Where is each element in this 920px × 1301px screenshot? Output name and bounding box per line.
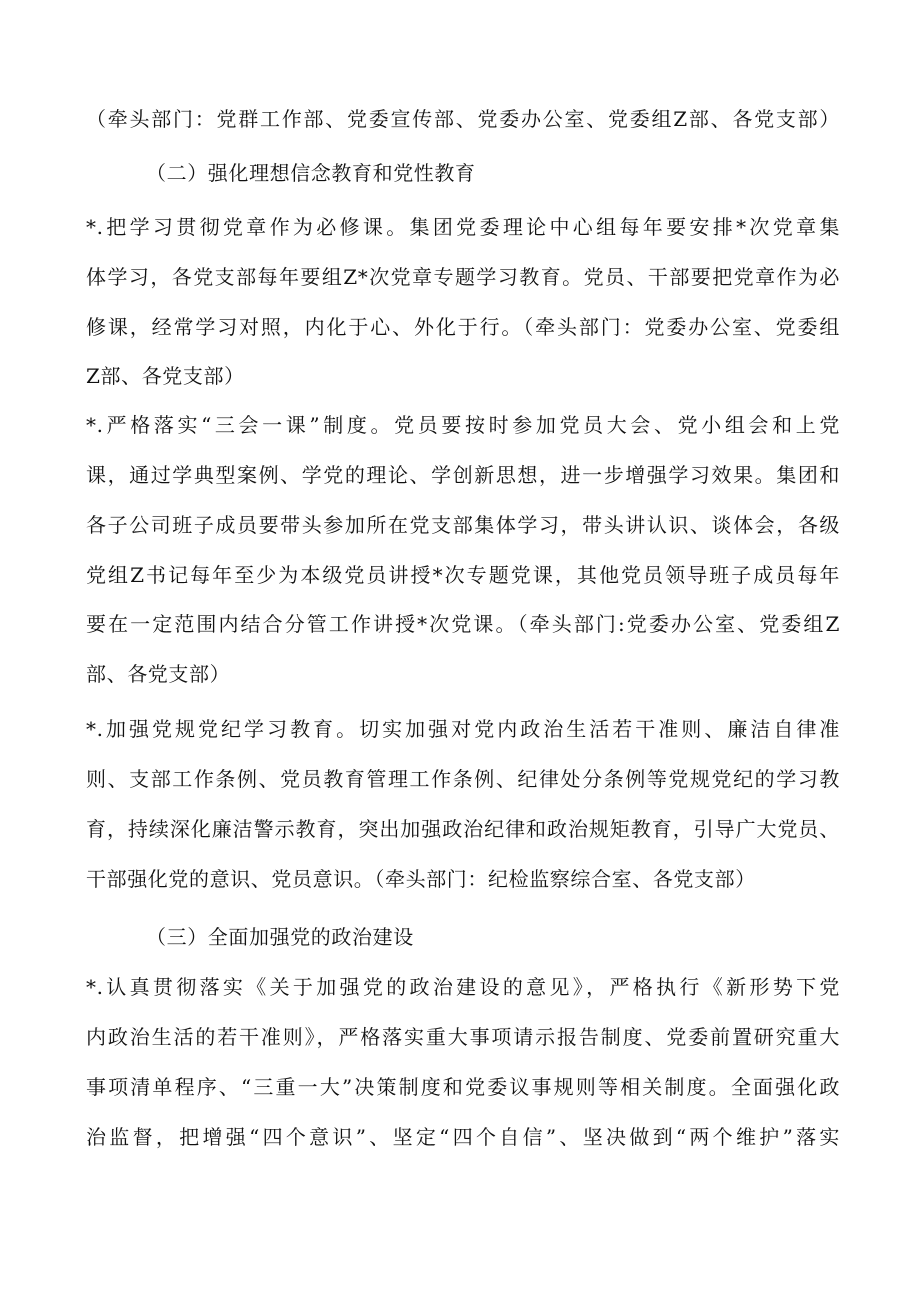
text-line-4: 体学习，各党支部每年要组Z*次党章专题学习教育。党员、干部要把党章作为必 [86,265,840,289]
text-line-9: 各子公司班子成员要带头参加所在党支部集体学习，带头讲认识、谈体会，各级 [86,513,840,537]
text-line-12: 部、各党支部） [86,662,231,686]
text-line-18: *.认真贯彻落实《关于加强党的政治建设的意见》，严格执行《新形势下党 [86,975,840,999]
text-line-11: 要在一定范围内结合分管工作讲授*次党课。（牵头部门:党委办公室、党委组Z [86,612,840,636]
text-line-16: 干部强化党的意识、党员意识。（牵头部门：纪检监察综合室、各党支部） [86,867,756,891]
text-line-20: 事项清单程序、“三重一大”决策制度和党委议事规则等相关制度。全面强化政 [86,1075,840,1099]
section-heading-2: （二）强化理想信念教育和党性教育 [146,161,476,185]
text-line-10: 党组Z书记每年至少为本级党员讲授*次专题党课，其他党员领导班子成员每年 [86,563,840,587]
text-line-13: *.加强党规党纪学习教育。切实加强对党内政治生活若干准则、廉洁自律准 [86,717,840,741]
text-line-7: *.严格落实“三会一课”制度。党员要按时参加党员大会、党小组会和上党 [86,413,840,437]
text-line-14: 则、支部工作条例、党员教育管理工作条例、纪律处分条例等党规党纪的学习教 [86,767,840,791]
text-line-19: 内政治生活的若干准则》，严格落实重大事项请示报告制度、党委前置研究重大 [86,1025,840,1049]
text-line-3: *.把学习贯彻党章作为必修课。集团党委理论中心组每年要安排*次党章集 [86,215,840,239]
section-heading-3: （三）全面加强党的政治建设 [146,925,414,949]
text-line-1: （牵头部门：党群工作部、党委宣传部、党委办公室、党委组Z部、各党支部） [86,107,840,131]
text-line-8: 课，通过学典型案例、学党的理论、学创新思想，进一步增强学习效果。集团和 [86,463,840,487]
text-line-6: Z部、各党支部） [86,364,245,388]
text-line-21: 治监督，把增强“四个意识”、坚定“四个自信”、坚决做到“两个维护”落实 [86,1125,840,1149]
text-line-15: 育，持续深化廉洁警示教育，突出加强政治纪律和政治规矩教育，引导广大党员、 [86,817,840,841]
text-line-5: 修课，经常学习对照，内化于心、外化于行。（牵头部门：党委办公室、党委组 [86,315,840,339]
